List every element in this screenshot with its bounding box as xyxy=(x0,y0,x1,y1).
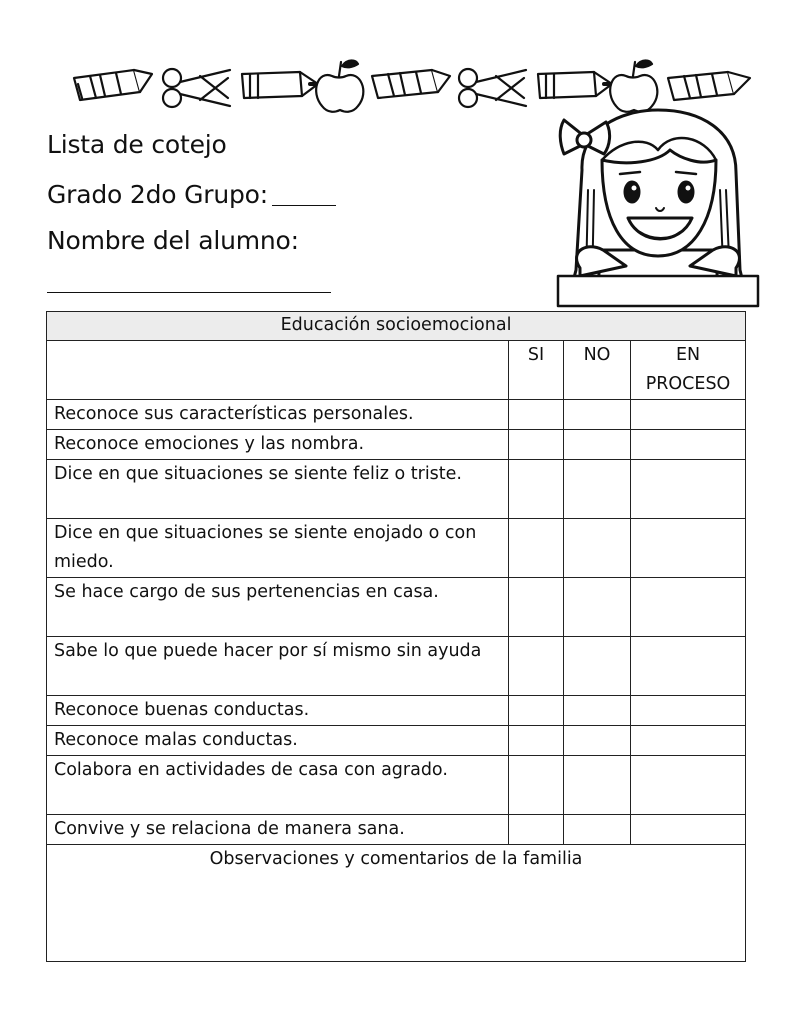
scissors-icon xyxy=(459,69,526,107)
observations-box[interactable] xyxy=(47,845,746,962)
no-checkbox-cell[interactable] xyxy=(564,815,631,845)
table-row xyxy=(47,756,746,815)
en-proceso-checkbox-cell[interactable] xyxy=(631,578,746,637)
scissors-icon xyxy=(163,69,230,107)
observations-label: Observaciones y comentarios de la familia xyxy=(209,849,583,869)
item-label: Colabora en actividades de casa con agrado. xyxy=(47,756,509,815)
si-checkbox-cell[interactable] xyxy=(509,815,564,845)
girl-with-bow-illustration xyxy=(540,100,775,310)
en-proceso-checkbox-cell[interactable] xyxy=(631,637,746,696)
no-checkbox-cell[interactable] xyxy=(564,756,631,815)
item-label: Dice en que situaciones se siente feliz o triste. xyxy=(47,460,509,519)
student-name-label: Nombre del alumno: xyxy=(47,226,299,255)
crayon-icon xyxy=(668,72,750,100)
si-checkbox-cell[interactable] xyxy=(509,756,564,815)
table-row xyxy=(47,578,746,637)
grado-grupo-line xyxy=(47,180,336,209)
column-header-en-proceso: EN PROCESO xyxy=(631,341,746,400)
en-proceso-checkbox-cell[interactable] xyxy=(631,756,746,815)
no-checkbox-cell[interactable] xyxy=(564,460,631,519)
item-label: Dice en que situaciones se siente enojado o con miedo. xyxy=(47,519,509,578)
no-checkbox-cell[interactable] xyxy=(564,400,631,430)
no-checkbox-cell[interactable] xyxy=(564,726,631,756)
si-checkbox-cell[interactable] xyxy=(509,430,564,460)
table-row xyxy=(47,519,746,578)
table-row xyxy=(47,400,746,430)
header-empty-cell xyxy=(47,341,509,400)
table-row xyxy=(47,460,746,519)
si-checkbox-cell[interactable] xyxy=(509,726,564,756)
observations-row xyxy=(47,845,746,962)
pencil-icon xyxy=(538,72,612,98)
en-proceso-checkbox-cell[interactable] xyxy=(631,460,746,519)
column-header-row xyxy=(47,341,746,400)
item-label: Reconoce emociones y las nombra. xyxy=(47,430,509,460)
grado-grupo-label: Grado 2do Grupo: xyxy=(47,180,268,209)
table-row xyxy=(47,726,746,756)
item-label: Reconoce sus características personales. xyxy=(47,400,509,430)
crayon-icon xyxy=(372,70,450,98)
column-header-no: NO xyxy=(564,341,631,400)
si-checkbox-cell[interactable] xyxy=(509,578,564,637)
no-checkbox-cell[interactable] xyxy=(564,519,631,578)
item-label: Se hace cargo de sus pertenencias en casa. xyxy=(47,578,509,637)
si-checkbox-cell[interactable] xyxy=(509,519,564,578)
table-row xyxy=(47,637,746,696)
si-checkbox-cell[interactable] xyxy=(509,696,564,726)
crayon-icon xyxy=(74,70,152,100)
item-label: Convive y se relaciona de manera sana. xyxy=(47,815,509,845)
grupo-blank[interactable] xyxy=(272,183,336,206)
en-proceso-checkbox-cell[interactable] xyxy=(631,400,746,430)
si-checkbox-cell[interactable] xyxy=(509,400,564,430)
student-name-blank[interactable] xyxy=(47,292,331,293)
column-header-si: SI xyxy=(509,341,564,400)
table-row xyxy=(47,696,746,726)
page-title: Lista de cotejo xyxy=(47,130,227,159)
pencil-icon xyxy=(242,72,318,98)
table-row xyxy=(47,430,746,460)
no-checkbox-cell[interactable] xyxy=(564,696,631,726)
en-proceso-checkbox-cell[interactable] xyxy=(631,696,746,726)
en-proceso-checkbox-cell[interactable] xyxy=(631,430,746,460)
section-title: Educación socioemocional xyxy=(47,312,746,341)
table-row xyxy=(47,815,746,845)
item-label: Reconoce malas conductas. xyxy=(47,726,509,756)
si-checkbox-cell[interactable] xyxy=(509,637,564,696)
section-header-row xyxy=(47,312,746,341)
si-checkbox-cell[interactable] xyxy=(509,460,564,519)
no-checkbox-cell[interactable] xyxy=(564,637,631,696)
no-checkbox-cell[interactable] xyxy=(564,578,631,637)
en-proceso-checkbox-cell[interactable] xyxy=(631,815,746,845)
checklist-table xyxy=(46,311,746,962)
item-label: Sabe lo que puede hacer por sí mismo sin ayuda xyxy=(47,637,509,696)
apple-icon xyxy=(316,61,363,112)
item-label: Reconoce buenas conductas. xyxy=(47,696,509,726)
no-checkbox-cell[interactable] xyxy=(564,430,631,460)
en-proceso-checkbox-cell[interactable] xyxy=(631,519,746,578)
en-proceso-checkbox-cell[interactable] xyxy=(631,726,746,756)
